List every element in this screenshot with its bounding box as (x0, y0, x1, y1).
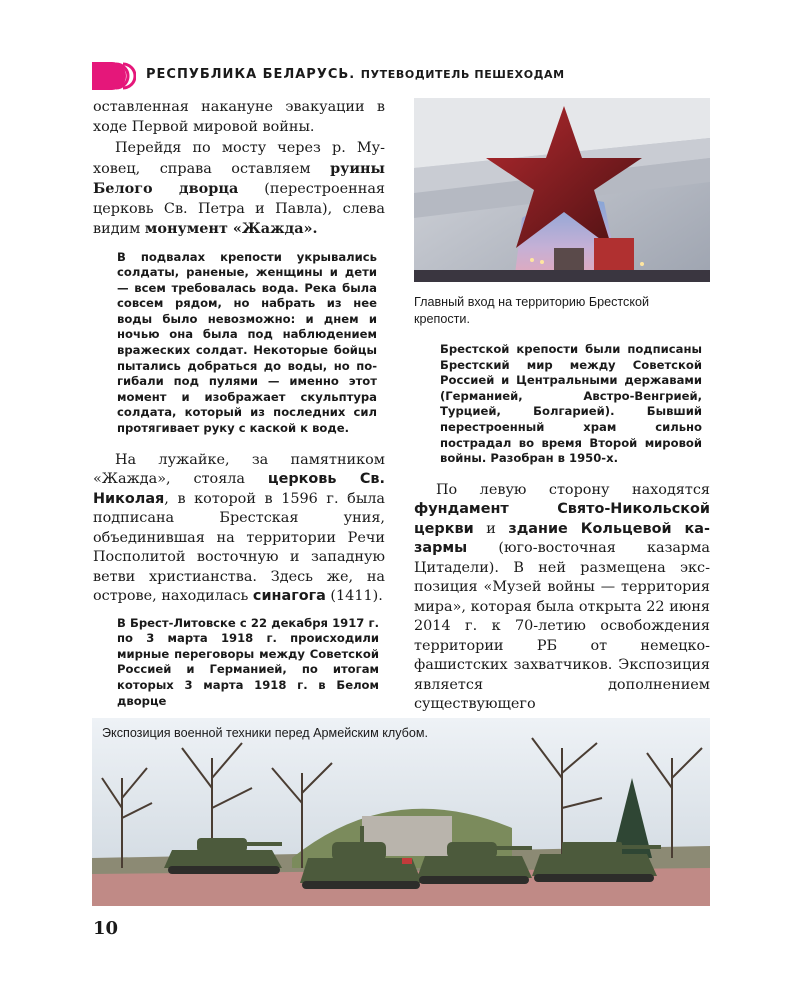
highlight-synagogue: синагога (252, 588, 326, 605)
paragraph-4 (414, 481, 710, 715)
sidebar-note-brest-treaty: В Брест-Литовске с 22 декабря 1917 г. по 3 марта 1918 г. происходили мирные переговоры между Советской Россией и Германией, по итогам которых 3 марта 1918 г. в Белом дворце (117, 615, 379, 708)
highlight-white-palace: руины Белого дворца (93, 159, 385, 197)
paragraph-2 (93, 139, 385, 240)
text-span: На лужайке, за памятником «Жажда», стояла (93, 451, 385, 488)
text-span: Перейдя по мосту через р. Муховец, справа оставляем (93, 140, 385, 177)
header-title (146, 67, 565, 82)
right-column (414, 98, 710, 715)
page-header (92, 62, 712, 90)
highlight-st-nicholas-foundation: фундамент Свято-Никольской церкви (414, 501, 710, 537)
paragraph-1: оставленная накануне эвакуации в ходе Первой мировой войны. (93, 99, 385, 135)
text-span: (1411). (325, 588, 383, 605)
text-span: (юго-восточная казарма Цитадели). В ней размещена экспозиция «Музей войны — территория мира», которая была открыта 22 июня 2014 г. к 70-летию освобождения территории РБ от немецко-фашистских захватчиков. Экспозиция является дополнением существующего (414, 540, 710, 713)
photo-caption-entrance: Главный вход на территорию Брестской крепости. (414, 295, 650, 326)
photo-caption-exhibition: Экспозиция военной техники перед Армейским клубом. (102, 726, 429, 740)
text-span: По левую сторону находятся (436, 481, 710, 498)
highlight-ring-barracks: здание Кольцевой казармы (414, 520, 710, 557)
photo-military-exhibition (92, 718, 710, 906)
text-span: и (473, 520, 509, 537)
header-country: РЕСПУБЛИКА БЕЛАРУСЬ. (146, 67, 356, 82)
chevron-logo-icon (92, 62, 136, 90)
sidebar-note-temple: Брестской крепости были подписаны Брестский мир между Советской Россией и Центральными державами (Германией, Австро-Венгрией, Турцией, Болгарией). Бывший перестроенный храм сильно пострадал во время Второй мировой войны. Разобран в 1950-х. (440, 342, 702, 466)
paragraph-3 (93, 451, 385, 607)
highlight-st-nicholas-church: церковь Св. Николая (93, 471, 385, 507)
military-exhibition-illustration (92, 718, 710, 906)
sidebar-note-thirst: В подвалах крепости укрывались солдаты, раненые, женщины и дети — всем требовалась вода. Река была совсем рядом, но набрать из нее воды было невозможно: и днем и ночью она была под наблюдением вражеских солдат. Некоторые бойцы пытались добраться до воды, но погибали под пулями — именно этот момент и изображает скульптура солдата, который из последних сил протягивает руку с каской к воде. (117, 249, 377, 436)
highlight-monument-thirst: монумент «Жажда». (144, 220, 318, 237)
text-span: , в которой в 1596 г. была подписана Брестская уния, объединившая на территории Речи Посполитой восточную и западную ветви христианства. Здесь же, на острове, находилась (93, 490, 385, 605)
text-span: (перестроенная церковь Св. Петра и Павла), слева видим (93, 181, 385, 237)
page-number: 10 (93, 918, 119, 939)
left-column (93, 98, 385, 709)
header-guide-name: ПУТЕВОДИТЕЛЬ ПЕШЕХОДАМ (360, 68, 565, 81)
